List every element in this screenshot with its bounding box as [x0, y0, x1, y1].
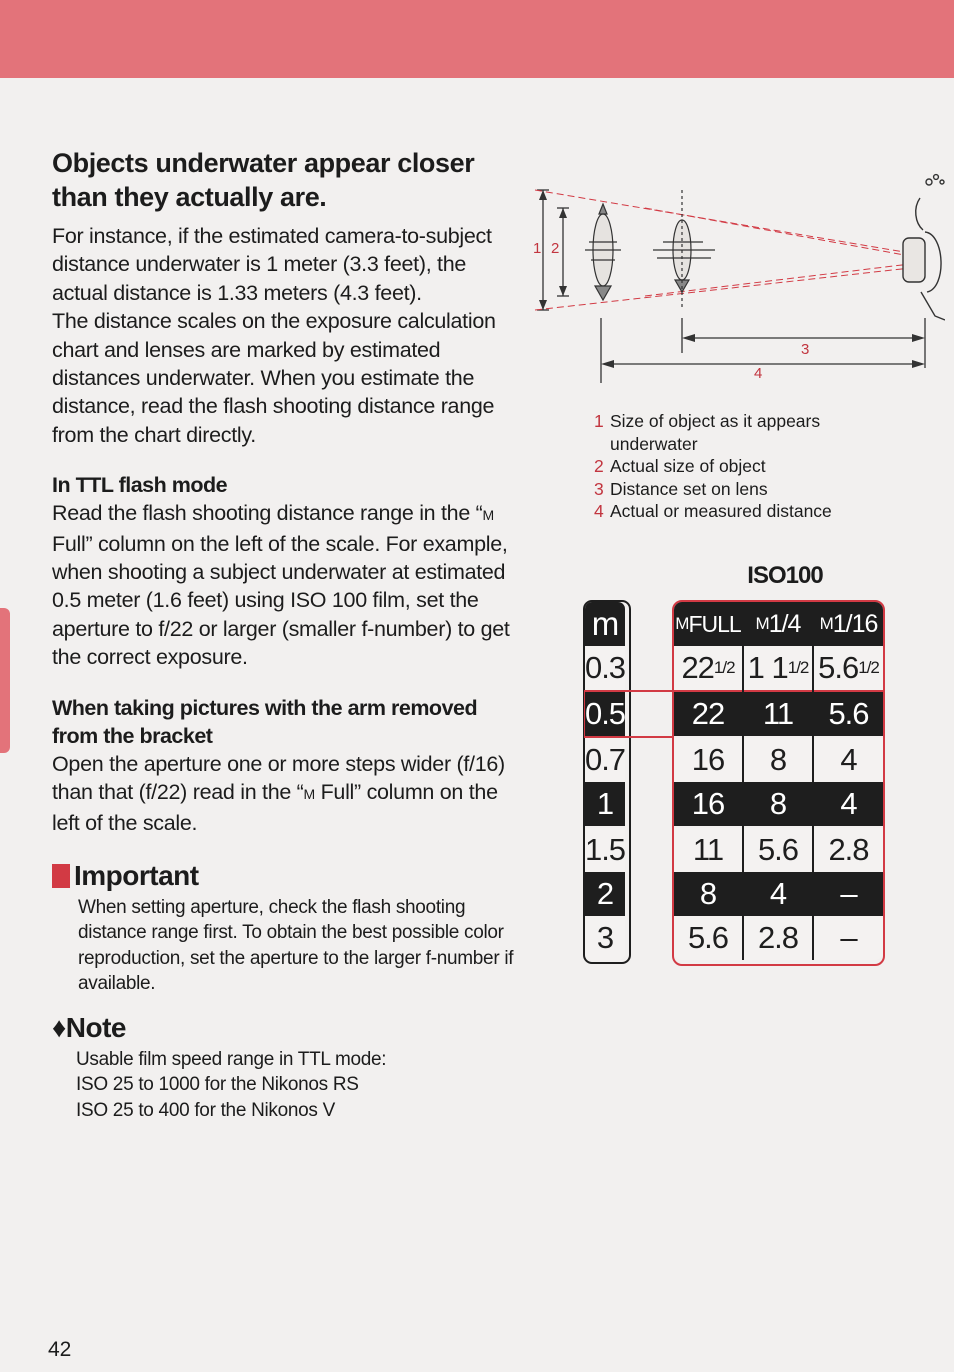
intro-paragraph: For instance, if the estimated camera-to-subject distance underwater is 1 meter (3.3 feet), the actual distance is 1.33 meters (4.3 feet). [52, 224, 492, 305]
diagram-label-3: 3 [801, 341, 810, 358]
fish-apparent-icon [585, 204, 621, 300]
note-text: Usable film speed range in TTL mode: ISO 25 to 1000 for the Nikonos RS ISO 25 to 400 for the Nikonos V [76, 1048, 387, 1121]
distance-cell: 2 [585, 872, 625, 916]
fish-actual-icon [653, 190, 715, 308]
aperture-cell: 5.6 [674, 916, 742, 960]
aperture-cell: 4 [814, 782, 883, 826]
aperture-cell: 16 [674, 738, 742, 782]
ttl-paragraph: Read the flash shooting distance range in the “M Full” column on the left of the scale. For example, when shooting a subject underwater at estimated 0.5 meter (1.6 feet) using ISO 100 film, set the aperture to f/22 or larger (smaller f-number) to get the correct exposure. [52, 501, 510, 670]
arm-paragraph: Open the aperture one or more steps wider (f/16) than that (f/22) read in the “M Full” column on the left of the scale. [52, 751, 505, 835]
aperture-cell: – [814, 916, 883, 960]
header-mfull: M FULL [674, 602, 742, 646]
aperture-cell: 4 [744, 872, 812, 916]
diagram-label-1: 1 [533, 240, 542, 257]
aperture-cell: 5.6 1/2 [814, 646, 883, 690]
aperture-cell: 5.6 [814, 692, 883, 736]
aperture-cell: 1 1 1/2 [744, 646, 812, 690]
main-text-column [52, 146, 522, 1123]
iso-label: ISO100 [747, 562, 823, 589]
aperture-cell: 22 1/2 [674, 646, 742, 690]
unit-cell: m [585, 602, 625, 646]
note-heading: ♦Note [52, 1011, 127, 1043]
legend-item: 3 Distance set on lens [594, 478, 768, 499]
legend-item: 1 Size of object as it appears [594, 411, 821, 431]
diagram-legend [594, 410, 924, 523]
section-tab [0, 608, 10, 753]
diagram-label-4: 4 [754, 365, 763, 382]
aperture-cell: 22 [674, 692, 742, 736]
distance-cell: 0.5 [585, 692, 625, 736]
underwater-distance-diagram [525, 168, 945, 388]
diver-icon [903, 175, 945, 320]
distance-cell: 0.7 [585, 738, 625, 782]
aperture-cell: 5.6 [744, 828, 812, 872]
red-square-icon [52, 864, 70, 888]
exposure-chart [582, 600, 887, 968]
aperture-cell: 11 [674, 828, 742, 872]
aperture-cell: 4 [814, 738, 883, 782]
page-number: 42 [48, 1338, 72, 1361]
aperture-cell: 8 [744, 782, 812, 826]
aperture-cell: 16 [674, 782, 742, 826]
column-divider [742, 602, 744, 960]
header-m1-16: M 1/16 [814, 602, 883, 646]
header-m1-4: M 1/4 [744, 602, 812, 646]
aperture-cell: – [814, 872, 883, 916]
important-text: When setting aperture, check the flash shooting distance range first. To obtain the best possible color reproduction, set the aperture to the larger f-number if available. [78, 896, 514, 995]
aperture-cell: 2.8 [744, 916, 812, 960]
distance-cell: 1 [585, 782, 625, 826]
ttl-heading: In TTL flash mode [52, 473, 228, 498]
distance-cell: 1.5 [585, 828, 625, 872]
arm-heading: When taking pictures with the arm removed from the bracket [52, 695, 478, 748]
important-heading: Important [52, 859, 522, 893]
legend-item: 4 Actual or measured distance [594, 501, 832, 521]
diagram-label-2: 2 [551, 240, 560, 257]
aperture-cell: 11 [744, 692, 812, 736]
distance-cell: 0.3 [585, 646, 625, 690]
aperture-cell: 8 [674, 872, 742, 916]
page-heading: Objects underwater appear closer than they actually are. [52, 148, 475, 212]
legend-item-continued: underwater [610, 433, 698, 454]
aperture-cell: 8 [744, 738, 812, 782]
aperture-cell: 2.8 [814, 828, 883, 872]
legend-item: 2 Actual size of object [594, 456, 766, 476]
intro-paragraph-2: The distance scales on the exposure calculation chart and lenses are marked by estimated distances underwater. When you estimate the distance, read the flash shooting distance range from the chart directly. [52, 309, 496, 447]
distance-cell: 3 [585, 916, 625, 960]
top-color-band [0, 0, 954, 78]
column-divider [812, 602, 814, 960]
